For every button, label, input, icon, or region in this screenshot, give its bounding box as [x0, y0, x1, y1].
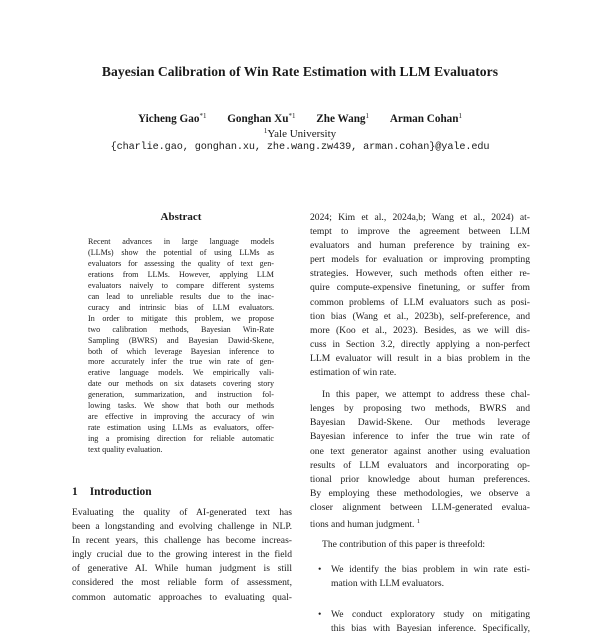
body-line: more (Koo et al., 2023). Besides, as we will dis- [310, 324, 530, 336]
body-line: cuss in Section 3.2, directly applying a non-perfect [310, 338, 530, 350]
body-line: 2024; Kim et al., 2024a,b; Wang et al., 2024) at- [310, 212, 530, 223]
author [390, 113, 462, 125]
abstract-line: (LLMs) show the potential of using LLMs as [88, 247, 274, 257]
abstract-line: evaluators for assessing the quality of text gen- [88, 258, 274, 268]
bullet-line: mation with LLM evaluators. [331, 578, 444, 590]
abstract-line: can lead to unreliable results due to the inac- [88, 291, 274, 301]
bullet-icon: • [318, 564, 322, 576]
author [227, 113, 295, 125]
body-line: tional prior knowledge about human preferences. [310, 473, 530, 485]
abstract-line: two calibration methods, Bayesian Win-Rate [88, 324, 274, 334]
contribution-intro: The contribution of this paper is threefold: [322, 539, 486, 551]
body-line: closer alignment between LLM-generated evalua- [310, 501, 530, 513]
abstract-line: evaluators naively to compare different systems [88, 280, 274, 290]
body-line: results of LLM evaluators and incorporating op- [310, 459, 530, 471]
body-line: In this paper, we attempt to address these chal- [322, 389, 530, 401]
intro-line: considered the most reliable form of assessment, [72, 577, 292, 589]
abstract-line: date our methods on six datasets covering story [88, 379, 274, 389]
author-mark: 1 [365, 112, 370, 120]
body-line: pert models for evaluation or improving prompting [310, 254, 530, 266]
abstract-line: more accurately infer the true win rate of gen- [88, 357, 274, 367]
author-mark: 1 [458, 112, 462, 120]
abstract-line: erative language models. We empirically vali- [88, 368, 274, 378]
abstract-line: Sampling (BWRS) and Bayesian Dawid-Skene, [88, 335, 274, 345]
body-text: tions and human judgment. [310, 518, 415, 530]
list-item [310, 608, 530, 636]
bullet-icon: • [318, 609, 322, 621]
body-line: strategies. However, such methods often either re- [310, 268, 530, 280]
body-line: LLM evaluator will result in a bias problem in the [310, 352, 530, 364]
bullet-line: We identify the bias problem in win rate esti- [331, 564, 530, 576]
abstract-line: In order to mitigate this problem, we propose [88, 313, 274, 323]
abstract-line: curacy and intrinsic bias of LLM evaluators. [88, 302, 274, 312]
affiliation-mark: 1 [263, 127, 268, 135]
body-line: Bayesian Dawid-Skene. Our methods leverage [310, 417, 530, 429]
body-line [310, 515, 530, 532]
intro-line: common automatic approaches to evaluating qual- [72, 591, 292, 603]
paragraph [310, 211, 530, 380]
bullet-line: this bias with Bayesian inference. Specifically, [331, 623, 530, 635]
affiliation-name: Yale University [267, 128, 337, 140]
author-mark: *1 [199, 112, 207, 120]
body-line: one text generator against another using evaluation [310, 445, 530, 457]
abstract-line: erations from LLMs. However, applying LLM [88, 269, 274, 279]
section-heading-introduction [72, 486, 292, 498]
author-name: Yicheng Gao [138, 113, 200, 125]
author-mark: *1 [288, 112, 296, 120]
list-item [310, 563, 530, 591]
body-line: common problems of LLM evaluators such as posi- [310, 296, 530, 308]
abstract-line: text quality evaluation. [88, 445, 163, 455]
abstract-body [88, 237, 274, 456]
abstract-line: generation, summarization, and instruction fol- [88, 390, 274, 400]
intro-line: of generative AI. While human judgment is still [72, 563, 292, 575]
body-line: By employing these methodologies, we observe a [310, 487, 530, 499]
intro-line: ingly crucial due to the growing interest in the field [72, 549, 292, 561]
author [138, 113, 206, 125]
body-line: tion bias (Wang et al., 2023b), self-preference, and [310, 310, 530, 322]
introduction-body [72, 506, 292, 605]
right-column [310, 211, 530, 637]
body-line: estimation of win rate. [310, 367, 397, 379]
affiliation [0, 127, 600, 140]
intro-line: been a longstanding and evolving challenge in NLP. [72, 521, 292, 533]
author-name: Zhe Wang [316, 113, 366, 125]
body-line: tempt to improve the agreement between LLM [310, 226, 530, 238]
paper-title: Bayesian Calibration of Win Rate Estimation with LLM Evaluators [101, 64, 499, 79]
section-title: Introduction [89, 486, 152, 498]
intro-line: In recent years, this challenge has become increas- [72, 535, 292, 547]
abstract-line: lowing tasks. We show that both our methods [88, 401, 274, 411]
author-emails: {charlie.gao, gonghan.xu, zhe.wang.zw439, arman.cohan}@yale.edu [110, 142, 490, 153]
abstract-heading: Abstract [160, 211, 202, 223]
author [316, 113, 369, 125]
author-name: Arman Cohan [389, 113, 459, 125]
abstract-line: ing a promising direction for reliable automatic [88, 434, 274, 444]
abstract-line: Recent advances in large language models [88, 237, 274, 246]
body-line: evaluators and human preference by training ex- [310, 240, 530, 252]
author-list [0, 112, 600, 125]
body-line: quire compute-expensive finetuning, or suffer from [310, 282, 530, 294]
intro-line: Evaluating the quality of AI-generated text has [72, 507, 292, 518]
section-number: 1 [72, 486, 78, 498]
abstract-line: both of which leverage Bayesian inference to [88, 346, 274, 356]
footnote-marker[interactable]: 1 [416, 517, 421, 525]
abstract-line: rate estimation using LLMs as evaluators, offer- [88, 423, 274, 433]
body-line: lenges by proposing two methods, BWRS and [310, 403, 530, 415]
body-line: Bayesian inference to infer the true win rate of [310, 431, 530, 443]
bullet-line: We conduct exploratory study on mitigating [331, 609, 530, 621]
abstract-line: are effective in improving the accuracy of win [88, 412, 274, 422]
author-name: Gonghan Xu [227, 113, 289, 125]
paragraph [310, 388, 530, 532]
